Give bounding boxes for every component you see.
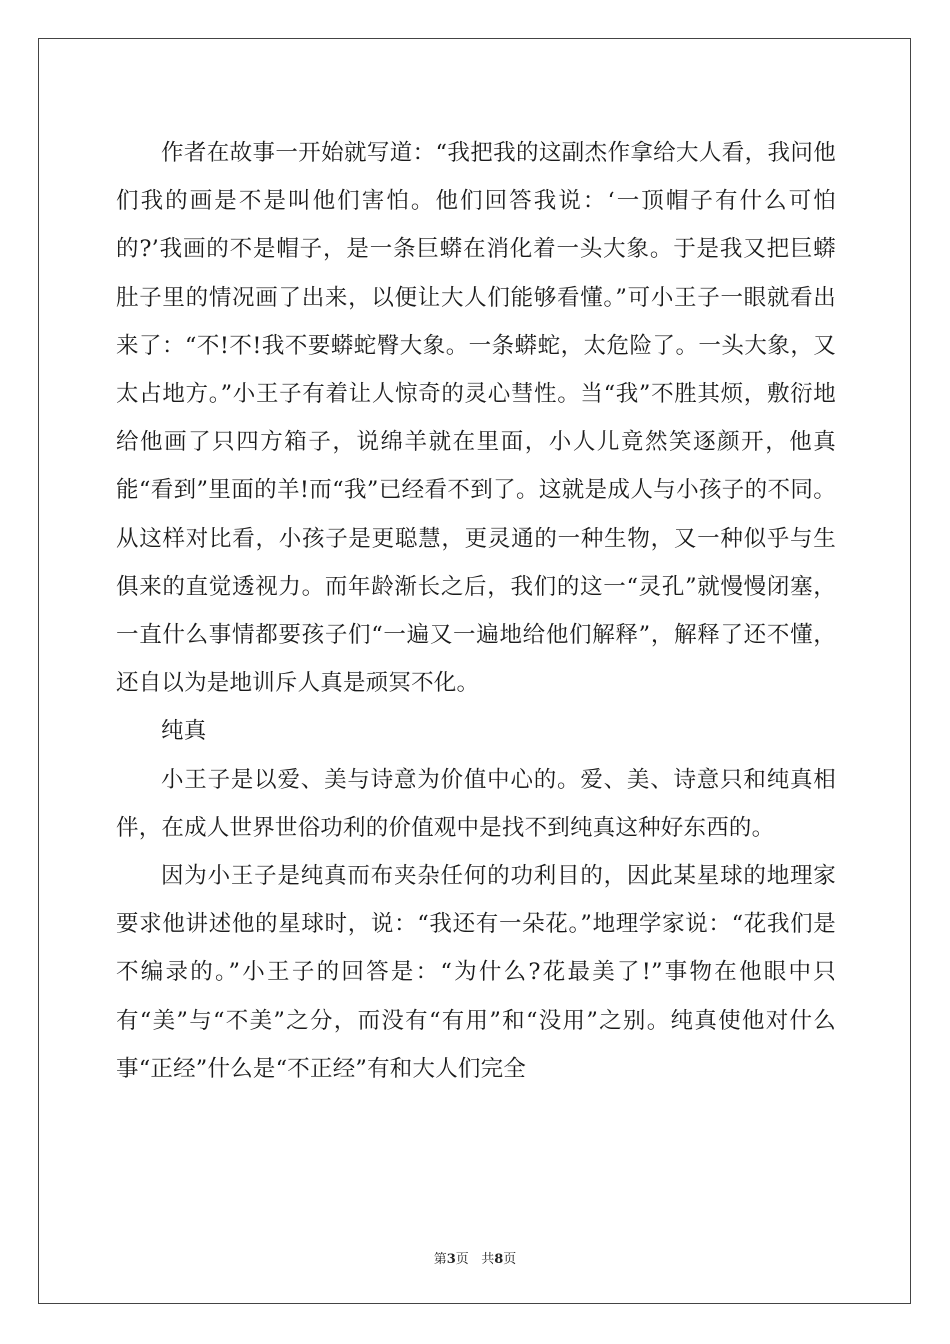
page-footer (0, 1248, 950, 1267)
footer-page-suffix: 页 (455, 1252, 469, 1267)
paragraph-3: 因为小王子是纯真而布夹杂任何的功利目的，因此某星球的地理家要求他讲述他的星球时，说：“我还有一朵花。”地理学家说：“花我们是不编录的。”小王子的回答是：“为什么?花最美了!”事物在他眼中只有“美”与“不美”之分，而没有“有用”和“没用”之别。纯真使他对什么事“正经”什么是“不正经”有和大人们完全 (116, 863, 836, 1082)
paragraph-2: 小王子是以爱、美与诗意为价值中心的。爱、美、诗意只和纯真相伴，在成人世界世俗功利的价值观中是找不到纯真这种好东西的。 (116, 766, 836, 841)
document-body (116, 129, 836, 1093)
footer-total-suffix: 页 (503, 1252, 517, 1267)
paragraph-1: 作者在故事一开始就写道：“我把我的这副杰作拿给大人看，我问他们我的画是不是叫他们害怕。他们回答我说：‘一顶帽子有什么可怕的?’我画的不是帽子，是一条巨蟒在消化着一头大象。于是我又把巨蟒肚子里的情况画了出来，以便让大人们能够看懂。”可小王子一眼就看出来了：“不!不!我不要蟒蛇臀大象。一条蟒蛇，太危险了。一头大象，又太占地方。”小王子有着让人惊奇的灵心彗性。当“我”不胜其烦，敷衍地给他画了只四方箱子，说绵羊就在里面，小人儿竟然笑逐颜开，他真能“看到”里面的羊!而“我”已经看不到了。这就是成人与小孩子的不同。从这样对比看，小孩子是更聪慧，更灵通的一种生物，又一种似乎与生俱来的直觉透视力。而年龄渐长之后，我们的这一“灵孔”就慢慢闭塞，一直什么事情都要孩子们“一遍又一遍地给他们解释”，解释了还不懂，还自以为是地训斥人真是顽冥不化。 (116, 140, 836, 697)
footer-total-prefix: 共 (481, 1252, 495, 1267)
current-page-number: 3 (446, 1252, 456, 1267)
total-pages-number: 8 (494, 1252, 504, 1267)
section-heading: 纯真 (161, 718, 207, 745)
footer-prefix: 第 (433, 1252, 447, 1267)
